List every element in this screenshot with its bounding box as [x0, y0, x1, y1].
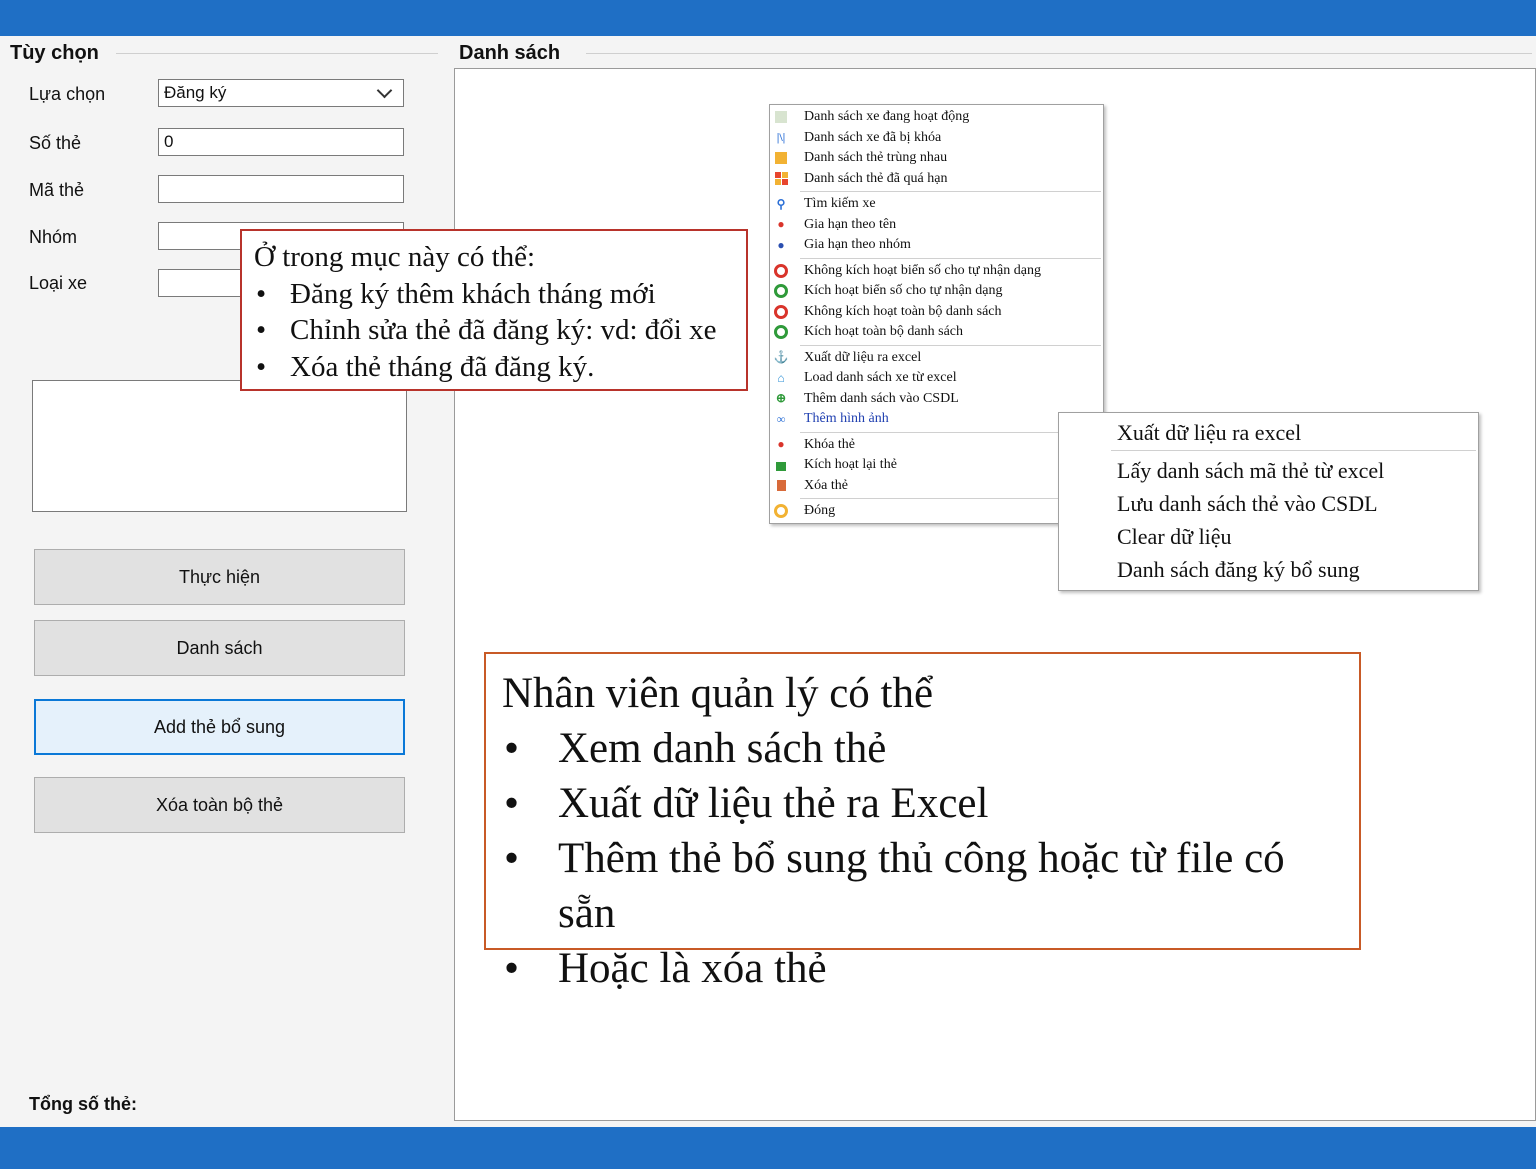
danh-sach-button[interactable]: Danh sách [34, 620, 405, 676]
deactivate-all-icon [774, 305, 788, 319]
menu-item-gia-han-nhom[interactable]: ● Gia hạn theo nhóm [770, 235, 1103, 256]
title-bar [0, 0, 1536, 36]
menu-separator [800, 345, 1101, 346]
taskbar [0, 1127, 1536, 1169]
expired-icon [774, 172, 788, 186]
list-callout-title: Nhân viên quản lý có thể [502, 670, 934, 717]
image-icon: ∞ [776, 411, 786, 426]
import-icon: ⌂ [777, 370, 785, 385]
menu-item-kich-hoat-lai-the[interactable]: Kích hoạt lại thẻ [770, 455, 1103, 476]
nhom-label: Nhóm [29, 227, 78, 247]
options-callout-title: Ở trong mục này có thể: [254, 241, 536, 273]
list-callout-item: • Xuất dữ liệu thẻ ra Excel [502, 776, 1343, 831]
ma-the-label: Mã thẻ [29, 180, 85, 200]
group-icon: ● [777, 237, 785, 252]
menu-item-kich-hoat-bien-so[interactable]: Kích hoạt biển số cho tự nhận dạng [770, 281, 1103, 302]
deactivate-icon [774, 264, 788, 278]
options-callout-item: • Đăng ký thêm khách tháng mới [254, 276, 734, 313]
xoa-toan-bo-the-button[interactable]: Xóa toàn bộ thẻ [34, 777, 405, 833]
menu-separator [800, 432, 1101, 433]
menu-item-load-excel[interactable]: ⌂ Load danh sách xe từ excel [770, 368, 1103, 389]
submenu-item-clear[interactable]: Clear dữ liệu [1117, 524, 1232, 549]
so-the-input[interactable]: 0 [158, 128, 404, 156]
so-the-label: Số thẻ [29, 133, 82, 153]
duplicate-icon [774, 151, 788, 165]
menu-item-gia-han-ten[interactable]: ● Gia hạn theo tên [770, 215, 1103, 236]
submenu-item-lay-ma-the[interactable]: Lấy danh sách mã thẻ từ excel [1117, 458, 1385, 483]
submenu-item-dang-ky-bo-sung[interactable]: Danh sách đăng ký bổ sung [1117, 557, 1360, 582]
menu-item-them-csdl[interactable]: ⊕ Thêm danh sách vào CSDL [775, 390, 959, 406]
menu-separator [800, 498, 1101, 499]
menu-item-tim-kiem-xe[interactable]: ⚲ Tìm kiếm xe [770, 194, 1103, 215]
lua-chon-value: Đăng ký [164, 83, 227, 102]
options-group-title: Tùy chọn [10, 42, 99, 64]
menu-item-xe-dang-hoat-dong[interactable]: Danh sách xe đang hoạt động [770, 107, 1103, 128]
submenu-separator [1111, 450, 1476, 451]
menu-item-khong-kich-hoat-toan-bo[interactable]: Không kích hoạt toàn bộ danh sách [770, 302, 1103, 323]
options-callout-list [254, 276, 734, 386]
unlock-icon [774, 458, 788, 472]
menu-item-xoa-the[interactable]: Xóa thẻ [770, 476, 1103, 497]
list-group-border [586, 53, 1532, 54]
options-callout-item: • Xóa thẻ tháng đã đăng ký. [254, 349, 734, 386]
database-add-icon: ⊕ [775, 391, 787, 406]
menu-item-the-trung-nhau[interactable]: Danh sách thẻ trùng nhau [770, 148, 1103, 169]
search-icon: ⚲ [776, 196, 786, 211]
submenu-item-luu-csdl[interactable]: Lưu danh sách thẻ vào CSDL [1117, 491, 1378, 516]
lua-chon-label: Lựa chọn [29, 84, 106, 104]
submenu-item-xuat-excel[interactable]: Xuất dữ liệu ra excel [1117, 420, 1302, 445]
list-callout-list [502, 721, 1343, 996]
menu-item-the-qua-han[interactable]: Danh sách thẻ đã quá hạn [770, 169, 1103, 190]
thuc-hien-button[interactable]: Thực hiện [34, 549, 405, 605]
lock-icon: ● [777, 437, 785, 452]
list-callout-item: • Thêm thẻ bổ sung thủ công hoặc từ file có sẵn [502, 831, 1343, 941]
list-lock-icon: |\| [776, 130, 786, 145]
menu-item-kich-hoat-toan-bo[interactable]: Kích hoạt toàn bộ danh sách [770, 322, 1103, 343]
list-callout-item: • Hoặc là xóa thẻ [502, 941, 1343, 996]
close-icon [774, 504, 788, 518]
tong-so-the-label: Tổng số thẻ: [29, 1094, 137, 1114]
list-group-title: Danh sách [459, 42, 561, 64]
ma-the-input[interactable] [158, 175, 404, 203]
chevron-down-icon[interactable] [377, 83, 393, 99]
lua-chon-select[interactable] [158, 79, 404, 107]
user-icon: ● [777, 217, 785, 232]
excel-submenu [1058, 412, 1479, 591]
menu-item-khong-kich-hoat-bien-so[interactable]: Không kích hoạt biển số cho tự nhận dạng [770, 261, 1103, 282]
options-callout [240, 229, 748, 391]
list-callout [484, 652, 1361, 992]
menu-item-xuat-excel[interactable]: ⚓ Xuất dữ liệu ra excel [773, 349, 922, 365]
menu-separator [800, 258, 1101, 259]
export-icon: ⚓ [773, 350, 789, 365]
menu-item-khoa-the[interactable]: ● Khóa thẻ [770, 435, 1103, 456]
menu-separator [800, 191, 1101, 192]
menu-item-dong[interactable]: Đóng [770, 501, 1103, 522]
trash-icon [774, 479, 788, 493]
menu-item-xe-bi-khoa[interactable]: |\| Danh sách xe đã bị khóa [770, 128, 1103, 149]
menu-item-them-hinh-anh[interactable]: ∞ Thêm hình ảnh [770, 409, 1103, 430]
loai-xe-label: Loại xe [29, 273, 88, 293]
activate-icon [774, 284, 788, 298]
activate-all-icon [774, 325, 788, 339]
notes-textarea[interactable] [32, 380, 407, 512]
options-callout-item: • Chỉnh sửa thẻ đã đăng ký: vd: đổi xe [254, 312, 734, 349]
list-icon [774, 110, 788, 124]
options-group-border [116, 53, 438, 54]
list-context-menu [769, 104, 1104, 524]
add-the-bo-sung-button[interactable]: Add thẻ bổ sung [34, 699, 405, 755]
list-callout-item: • Xem danh sách thẻ [502, 721, 1343, 776]
